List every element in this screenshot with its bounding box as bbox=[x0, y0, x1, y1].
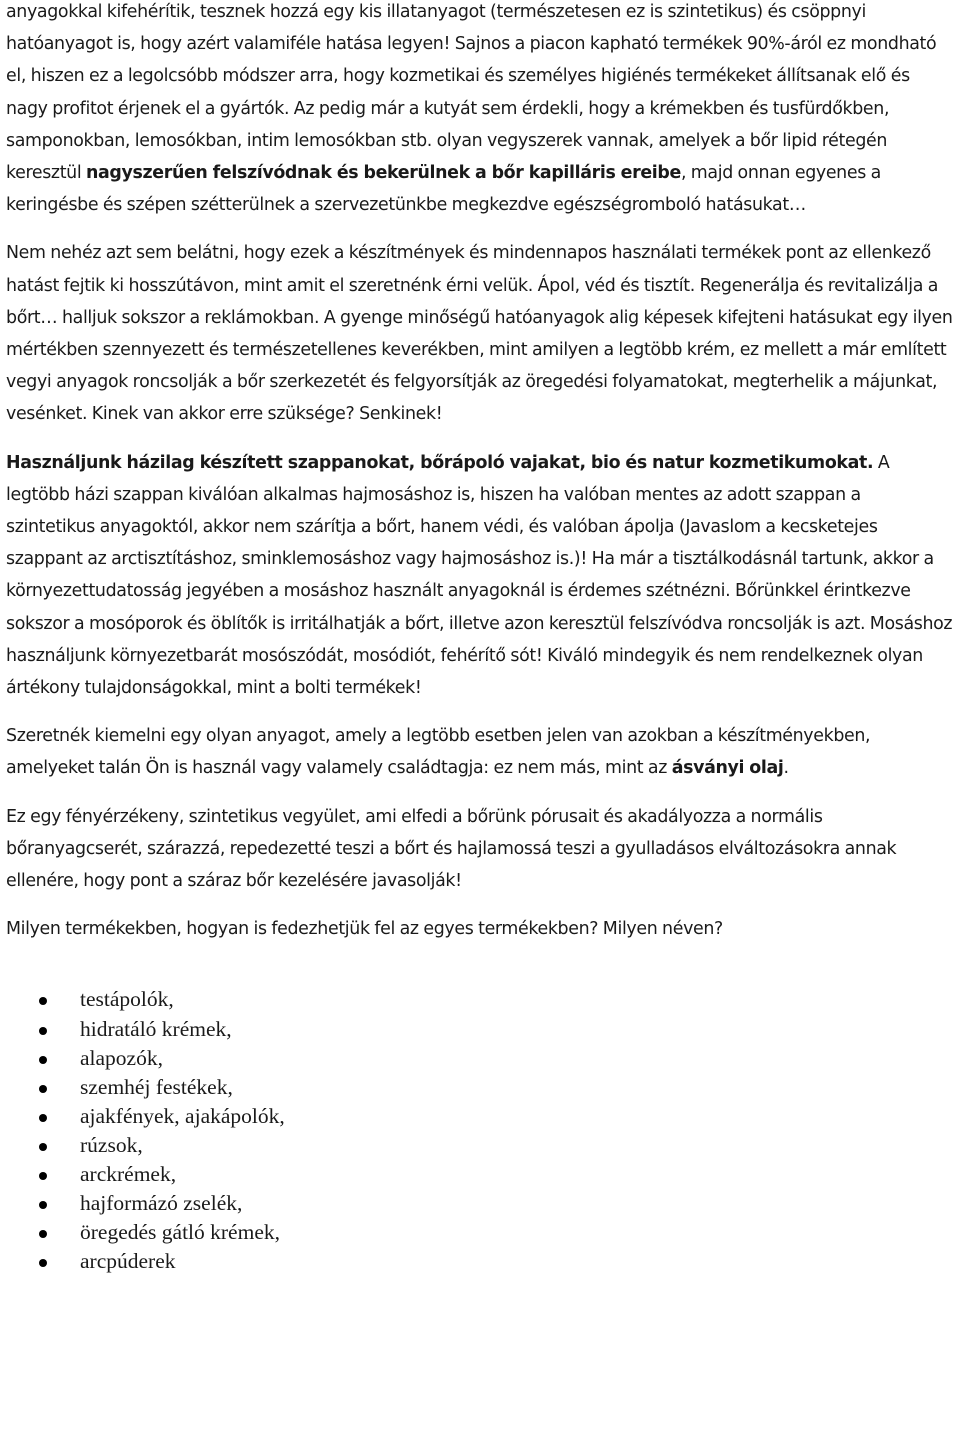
list-item-text: alapozók, bbox=[80, 1045, 163, 1070]
paragraph-3 bbox=[6, 447, 954, 705]
list-item bbox=[6, 1189, 954, 1218]
list-item bbox=[6, 1015, 954, 1044]
bullet-icon bbox=[39, 1230, 47, 1238]
bullet-icon bbox=[39, 1201, 47, 1209]
bullet-icon bbox=[39, 1056, 47, 1064]
product-list bbox=[6, 985, 954, 1276]
list-item bbox=[6, 1160, 954, 1189]
list-item-text: hidratáló krémek, bbox=[80, 1016, 232, 1041]
paragraph-2: Nem nehéz azt sem belátni, hogy ezek a készítmények és mindennapos használati termékek pont az ellenkező hatást fejtik ki hosszútávon, mint amit el szeretnénk érni velük. Ápol, véd és tisztít. Regenerálja és revitalizálja a bőrt… halljuk sokszor a reklámokban. A gyenge minőségű hatóanyagok alig képesek kifejteni hatásukat egy ilyen mértékben szennyezett és természetellenes keverékben, mint amilyen a legtöbb krém, ez mellett a már említett vegyi anyagok roncsolják a bőr szerkezetét és felgyorsítják az öregedési folyamatokat, megterhelik a májunkat, vesénket. Kinek van akkor erre szüksége? Senkinek! bbox=[6, 243, 953, 425]
list-item-text: arcpúderek bbox=[80, 1249, 176, 1274]
list-item-text: rúzsok, bbox=[80, 1132, 143, 1157]
list-item-text: öregedés gátló krémek, bbox=[80, 1220, 280, 1245]
paragraph-4-text-b: . bbox=[783, 758, 789, 779]
paragraph-3-bold-a: Használjunk házilag készített szappanokat, bőrápoló vajakat, bio és natur kozmetikumokat. bbox=[6, 452, 874, 473]
list-item-text: szemhéj festékek, bbox=[80, 1074, 233, 1099]
document-page bbox=[6, 0, 954, 1276]
bullet-icon bbox=[39, 1027, 47, 1035]
paragraph-1 bbox=[6, 0, 954, 221]
paragraph-1-text-a: anyagokkal kifehérítik, tesznek hozzá egy kis illatanyagot (természetesen ez is szintetikus) és csöppnyi hatóanyagot is, hogy azért valamiféle hatása legyen! Sajnos a piacon kapható termékek 90%-áról ez mondható el, hiszen ez a legolcsóbb módszer arra, hogy kozmetikai és személyes higiénés termékeket állítsanak elő és nagy profitot érjenek el a gyártók. Az pedig már a kutyát sem érdekli, hogy a krémekben és tusfürdőkben, samponokban, lemosókban, intim lemosókban stb. olyan vegyszerek vannak, amelyek a bőr lipid rétegén keresztül bbox=[6, 2, 937, 184]
paragraph-4-text-a: Szeretnék kiemelni egy olyan anyagot, amely a legtöbb esetben jelen van azokban a készítményekben, amelyeket talán Ön is használ vagy valamely családtagja: ez nem más, mint az bbox=[6, 726, 871, 779]
list-item bbox=[6, 1247, 954, 1276]
list-item bbox=[6, 1218, 954, 1247]
list-item bbox=[6, 1102, 954, 1131]
bullet-icon bbox=[39, 1172, 47, 1180]
list-item bbox=[6, 1044, 954, 1073]
list-item-text: hajformázó zselék, bbox=[80, 1191, 243, 1216]
bullet-icon bbox=[39, 1143, 47, 1151]
list-item-text: arckrémek, bbox=[80, 1162, 177, 1187]
bullet-icon bbox=[39, 997, 47, 1005]
list-item-text: testápolók, bbox=[80, 987, 174, 1012]
list-item-text: ajakfények, ajakápolók, bbox=[80, 1103, 285, 1128]
paragraph-1-bold-a: nagyszerűen felszívódnak és bekerülnek a bőr kapilláris ereibe bbox=[86, 163, 681, 184]
paragraph-4-bold-a: ásványi olaj bbox=[671, 758, 784, 779]
paragraph-1-text-b: , majd onnan egyenes a keringésbe és szépen szétterülnek a szervezetünkbe megkezdve egészségromboló hatásukat… bbox=[6, 163, 881, 216]
bullet-icon bbox=[39, 1085, 47, 1093]
list-item bbox=[6, 985, 954, 1014]
bullet-icon bbox=[39, 1259, 47, 1267]
paragraph-4 bbox=[6, 720, 954, 784]
bullet-icon bbox=[39, 1114, 47, 1122]
paragraph-5: Ez egy fényérzékeny, szintetikus vegyület, ami elfedi a bőrünk pórusait és akadályozza a normális bőranyagcserét, szárazzá, repedezetté teszi a bőrt és hajlamossá teszi a gyulladásos elváltozásokra annak ellenére, hogy pont a száraz bőr kezelésére javasolják! bbox=[6, 806, 897, 892]
paragraph-6: Milyen termékekben, hogyan is fedezhetjük fel az egyes termékekben? Milyen néven? bbox=[6, 919, 723, 940]
list-item bbox=[6, 1073, 954, 1102]
paragraph-3-text-a: A legtöbb házi szappan kiválóan alkalmas hajmosáshoz is, hiszen ha valóban mentes az adott szappan a szintetikus anyagoktól, akkor nem szárítja a bőrt, hanem védi, és valóban ápolja (Javaslom a kecsketejes szappant az arctisztításhoz, sminklemosáshoz vagy hajmosáshoz is.)! Ha már a tisztálkodásnál tartunk, akkor a környezettudatosság jegyében a mosáshoz használt anyagoknál is érdemes szétnézni. Bőrünkkel érintkezve sokszor a mosóporok és öblítők is irritálhatják a bőrt, illetve azon keresztül felszívódva roncsolják is azt. Mosáshoz használjunk környezetbarát mosószódát, mosódiót, fehérítő sót! Kiváló mindegyik és nem rendelkeznek olyan ártékony tulajdonságokkal, mint a bolti termékek! bbox=[6, 452, 953, 699]
list-item bbox=[6, 1131, 954, 1160]
